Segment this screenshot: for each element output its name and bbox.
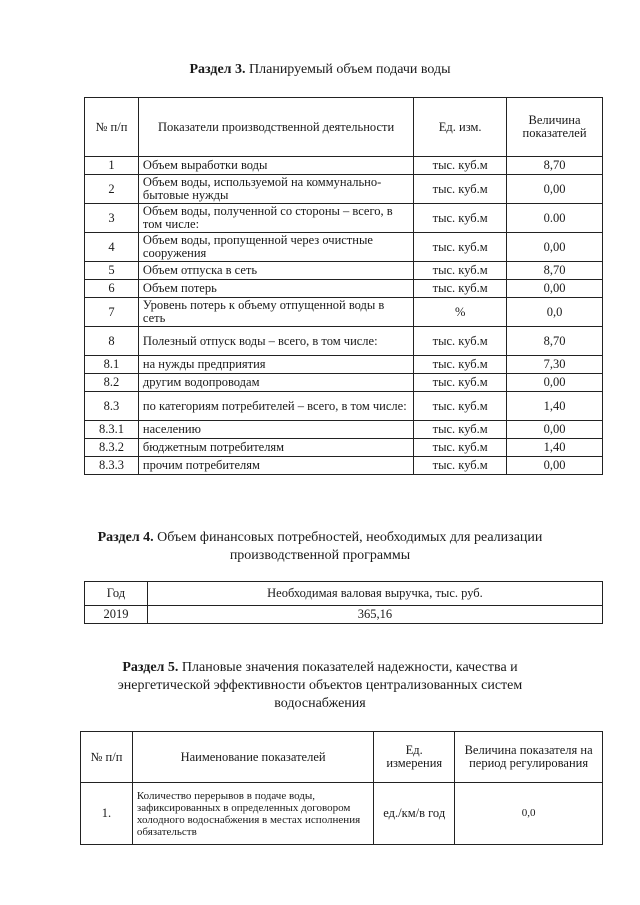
col-header-number: № п/п (81, 732, 133, 783)
col-header-year: Год (85, 582, 148, 606)
cell-value: 0,00 (507, 175, 603, 204)
cell-unit: тыс. куб.м (414, 439, 507, 457)
cell-number: 5 (85, 262, 139, 280)
table-row (85, 421, 603, 439)
cell-year: 2019 (85, 606, 148, 624)
cell-unit: тыс. куб.м (414, 392, 507, 421)
cell-indicator: Уровень потерь к объему отпущенной воды в сеть (138, 298, 413, 327)
section-4-title (0, 529, 640, 565)
cell-unit: тыс. куб.м (414, 280, 507, 298)
cell-number: 8.3.2 (85, 439, 139, 457)
cell-number: 4 (85, 233, 139, 262)
table-row (85, 374, 603, 392)
cell-number: 6 (85, 280, 139, 298)
cell-indicator: Полезный отпуск воды – всего, в том числе: (138, 327, 413, 356)
cell-unit: тыс. куб.м (414, 262, 507, 280)
cell-indicator: Объем воды, полученной со стороны – всего, в том числе: (138, 204, 413, 233)
table-row (85, 606, 603, 624)
cell-indicator: населению (138, 421, 413, 439)
table-row (85, 204, 603, 233)
table-row (85, 233, 603, 262)
section-4-heading-line1: Объем финансовых потребностей, необходимых для реализации (153, 530, 543, 545)
cell-indicator: по категориям потребителей – всего, в том числе: (138, 392, 413, 421)
table-header-row (81, 732, 603, 783)
section-5-heading-line2: энергетической эффективности объектов централизованных систем (117, 678, 523, 693)
cell-number: 8.1 (85, 356, 139, 374)
cell-revenue: 365,16 (147, 606, 602, 624)
cell-indicator: Объем воды, пропущенной через очистные сооружения (138, 233, 413, 262)
table-row (85, 157, 603, 175)
cell-number: 2 (85, 175, 139, 204)
cell-unit: % (414, 298, 507, 327)
cell-name: Количество перерывов в подаче воды, зафиксированных в определенных договором холодного водоснабжения в местах исполнения обязательств (132, 783, 373, 845)
cell-indicator: бюджетным потребителям (138, 439, 413, 457)
cell-unit: тыс. куб.м (414, 457, 507, 475)
cell-unit: тыс. куб.м (414, 157, 507, 175)
table-header-row (85, 582, 603, 606)
cell-number: 1 (85, 157, 139, 175)
table-row (81, 783, 603, 845)
cell-value: 8,70 (507, 262, 603, 280)
cell-unit: ед./км/в год (374, 783, 455, 845)
col-header-number: № п/п (85, 98, 139, 157)
cell-value: 1,40 (507, 392, 603, 421)
cell-indicator: на нужды предприятия (138, 356, 413, 374)
cell-number: 8 (85, 327, 139, 356)
section-3-heading: Планируемый объем подачи воды (245, 62, 451, 77)
col-header-value: Величина показателей (507, 98, 603, 157)
cell-value: 8,70 (507, 327, 603, 356)
section-4-heading-line2: производственной программы (229, 548, 411, 563)
cell-indicator: Объем потерь (138, 280, 413, 298)
cell-value: 0,00 (507, 233, 603, 262)
section-5-title (0, 659, 640, 713)
section-3-label: Раздел 3. (189, 62, 246, 77)
col-header-unit: Ед. измерения (374, 732, 455, 783)
cell-unit: тыс. куб.м (414, 421, 507, 439)
col-header-indicator: Показатели производственной деятельности (138, 98, 413, 157)
cell-unit: тыс. куб.м (414, 233, 507, 262)
table-row (85, 298, 603, 327)
section-3-title (0, 61, 640, 79)
section-4-table (84, 581, 603, 624)
cell-number: 8.3.3 (85, 457, 139, 475)
cell-value: 1,40 (507, 439, 603, 457)
table-row (85, 356, 603, 374)
section-5-table (80, 731, 603, 845)
cell-unit: тыс. куб.м (414, 175, 507, 204)
cell-unit: тыс. куб.м (414, 327, 507, 356)
table-row (85, 280, 603, 298)
section-5-label: Раздел 5. (122, 660, 179, 675)
cell-value: 0.00 (507, 204, 603, 233)
cell-value: 0,00 (507, 374, 603, 392)
cell-value: 0,00 (507, 421, 603, 439)
table-row (85, 392, 603, 421)
table-row (85, 262, 603, 280)
cell-unit: тыс. куб.м (414, 204, 507, 233)
table-row (85, 327, 603, 356)
col-header-value: Величина показателя на период регулирования (455, 732, 603, 783)
cell-value: 7,30 (507, 356, 603, 374)
cell-value: 0,0 (455, 783, 603, 845)
cell-number: 3 (85, 204, 139, 233)
section-4-label: Раздел 4. (97, 530, 154, 545)
col-header-name: Наименование показателей (132, 732, 373, 783)
section-3-table (84, 97, 603, 475)
cell-number: 7 (85, 298, 139, 327)
cell-number: 8.3 (85, 392, 139, 421)
cell-number: 8.2 (85, 374, 139, 392)
section-5-heading-line1: Плановые значения показателей надежности, качества и (178, 660, 518, 675)
table-row (85, 439, 603, 457)
cell-unit: тыс. куб.м (414, 374, 507, 392)
cell-indicator: другим водопроводам (138, 374, 413, 392)
table-row (85, 175, 603, 204)
table-row (85, 457, 603, 475)
cell-value: 0,00 (507, 280, 603, 298)
cell-number: 1. (81, 783, 133, 845)
col-header-revenue: Необходимая валовая выручка, тыс. руб. (147, 582, 602, 606)
cell-indicator: прочим потребителям (138, 457, 413, 475)
cell-value: 0,0 (507, 298, 603, 327)
section-3-table-body (85, 157, 603, 475)
cell-indicator: Объем воды, используемой на коммунально-бытовые нужды (138, 175, 413, 204)
cell-indicator: Объем отпуска в сеть (138, 262, 413, 280)
table-header-row (85, 98, 603, 157)
cell-unit: тыс. куб.м (414, 356, 507, 374)
cell-indicator: Объем выработки воды (138, 157, 413, 175)
col-header-unit: Ед. изм. (414, 98, 507, 157)
cell-value: 0,00 (507, 457, 603, 475)
section-5-heading-line3: водоснабжения (274, 696, 366, 711)
cell-number: 8.3.1 (85, 421, 139, 439)
cell-value: 8,70 (507, 157, 603, 175)
